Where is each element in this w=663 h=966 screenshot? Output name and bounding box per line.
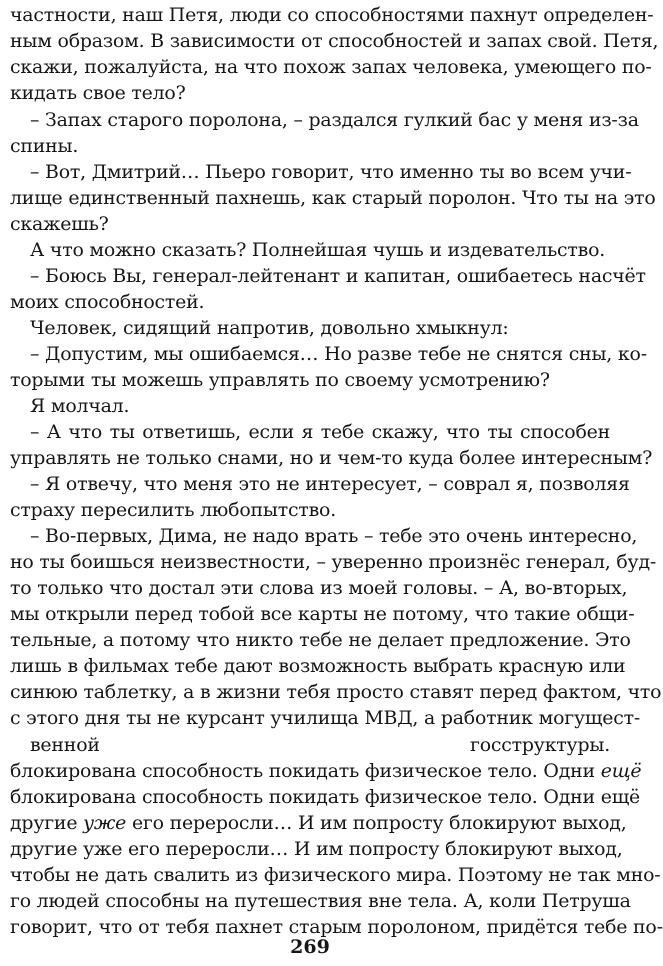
text-line: говорит, что от тебя пахнет старым поролоном, придётся тебе по- [10,916,663,938]
text-run: другие [10,812,84,834]
text-line: венной госструктуры. [30,734,610,756]
text-line [10,758,642,784]
italic-word: ещё [600,760,642,782]
text-line: скажешь? [10,213,109,235]
text-line: то только что достал эти слова из моей головы. – А, во-вторых, [10,577,628,599]
text-line: с этого дня ты не курсант училища МВД, а работник могущест- [10,707,641,729]
text-line: лишь в фильмах тебе дают возможность выбрать красную или [10,655,626,677]
text-line: – Во-первых, Дима, не надо врать – тебе это очень интересно, [30,525,638,547]
text-line [10,810,627,836]
text-line: моих способностей. [10,291,205,313]
text-line: – Допустим, мы ошибаемся… Но разве тебе не снятся сны, ко- [30,343,647,365]
text-line: мы открыли перед тобой все карты не потому, что такие общи- [10,603,635,625]
text-line: – Боюсь Вы, генерал-лейтенант и капитан, ошибаетесь насчёт [30,265,646,287]
text-run: его переросли… И им попросту блокируют выход, [126,812,627,834]
text-line: го людей способны на путешествия вне тела. А, коли Петруша [10,890,631,912]
text-line: частности, наш Петя, люди со способностями пахнут определен- [10,4,654,26]
text-run: блокирована способность покидать физическое тело. Одни [10,760,601,782]
text-line: чтобы не дать свалить из физического мира. Поэтому не так мно- [10,864,661,886]
text-line: спины. [10,135,79,157]
text-line: Я молчал. [30,395,130,417]
text-line: кидать свое тело? [10,82,186,104]
text-line: страху пересилить любопытство. [10,499,337,521]
text-line: – Я отвечу, что меня это не интересует, – соврал я, позволяя [30,473,630,495]
text-line: торыми ты можешь управлять по своему усмотрению? [10,369,550,391]
text-line: тельные, а потому что никто тебе не делает предложение. Это [10,629,631,651]
text-line: – А что ты ответишь, если я тебе скажу, что ты способен [30,421,610,443]
text-line: А что можно сказать? Полнейшая чушь и издевательство. [30,239,606,261]
text-line: Человек, сидящий напротив, довольно хмыкнул: [30,317,509,339]
text-line: синюю таблетку, а в жизни тебя просто ставят перед фактом, что [10,681,662,703]
text-line: другие уже его переросли… И им попросту блокируют выход, [10,838,623,860]
text-line: ным образом. В зависимости от способностей и запах свой. Петя, [10,30,659,52]
page-number: 269 [290,936,330,958]
text-line: скажи, пожалуйста, на что похож запах человека, умеющего по- [10,56,652,78]
text-line: – Вот, Дмитрий… Пьеро говорит, что именно ты во всем учи- [30,161,632,183]
text-line: блокирована способность покидать физическое тело. Одни ещё [10,786,641,808]
text-line: управлять не только снами, но и чем-то куда более интересным? [10,447,653,469]
text-line: лище единственный пахнешь, как старый поролон. Что ты на это [10,187,656,209]
text-line: – Запах старого поролона, – раздался гулкий бас у меня из-за [30,109,639,131]
italic-word: уже [83,812,127,834]
text-line: но ты боишься неизвестности, – уверенно произнёс генерал, буд- [10,551,657,573]
